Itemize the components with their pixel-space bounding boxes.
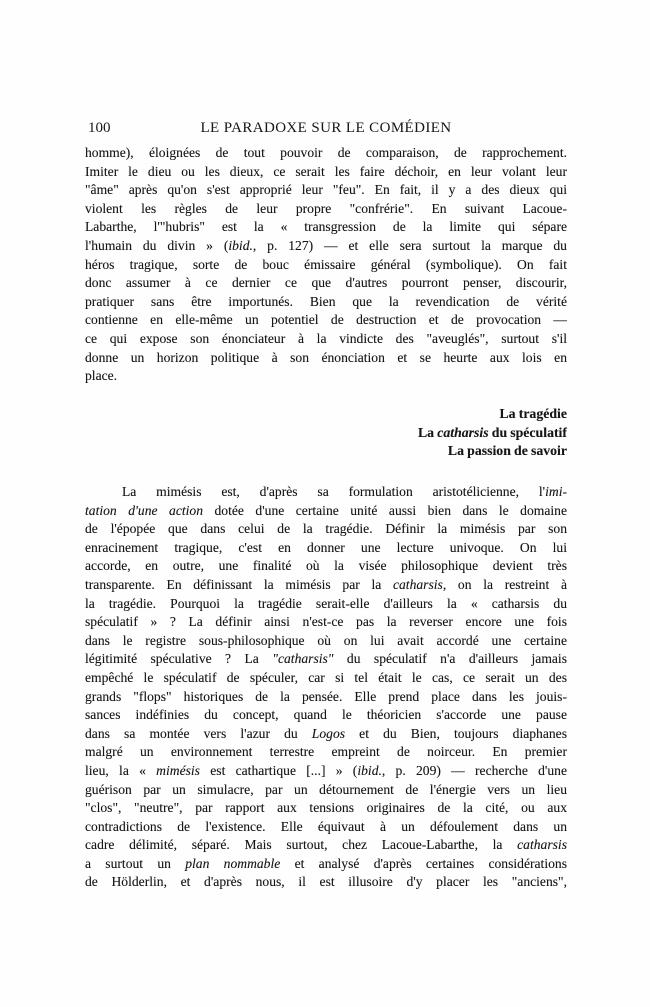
text-line [85,144,567,163]
text-run: pratiquer sans être importunés. Bien que la revendication de vérité [85,293,567,309]
text-run: ce qui expose son énonciateur à la vindicte des "aveuglés", surtout s'il [85,330,567,346]
italic-text-run: plan nommable [185,855,281,871]
text-run: et analysé d'après certaines considérations [280,855,567,871]
text-line [85,632,567,651]
text-run: dans le registre sous-philosophique où on lui avait accordé une certaine [85,632,567,648]
body-paragraph-1 [85,144,567,386]
text-run: dans sa montée vers l'azur du [85,725,312,741]
text-line [85,442,567,461]
text-run: "âme" après qu'on s'est approprié leur "feu". En fait, il y a des dieux qui [85,182,567,198]
text-line [85,256,567,275]
text-run: Labarthe, l'"hubris" est la « transgression de la limite qui sépare [85,219,567,235]
text-line [85,576,567,595]
text-run: a surtout un [85,855,186,871]
page-number: 100 [88,120,111,136]
text-line [85,818,567,837]
text-line [85,669,567,688]
text-run: est cathartique [...] » ( [199,762,358,778]
text-line [85,274,567,293]
text-run: "clos", "neutre", par rapport aux tensions originaires de la cité, ou aux [85,800,567,816]
text-line [85,405,567,424]
text-line [85,200,567,219]
text-line [85,181,567,200]
text-line [85,762,567,781]
text-run: du spéculatif n'a d'ailleurs jamais [333,651,567,667]
text-run: La [417,424,438,440]
text-line [85,311,567,330]
text-run: l'humain du divin » ( [85,237,229,253]
text-run: donc assumer à ce dernier ce que d'autres pourront penser, discourir, [85,275,567,291]
text-run: et du Bien, toujours diaphanes [345,725,567,741]
text-line [85,743,567,762]
text-run: , on la restreint à [442,576,567,592]
text-run: La mimésis est, d'après sa formulation aristotélicienne, l' [122,484,546,499]
text-run: guérison par un simulacre, par un détournement de l'énergie vers un lieu [85,781,567,797]
text-line [85,483,567,502]
text-run: légitimité spéculative ? La [85,651,273,667]
text-run: transparente. En définissant la mimésis par la [85,576,393,592]
body-paragraph-2 [85,483,567,892]
text-run: donne un horizon politique à son énonciation et se heurte aux lois en [85,349,567,365]
text-line [85,873,567,892]
text-line [85,836,567,855]
text-line [85,349,567,368]
text-line [85,781,567,800]
text-line [85,502,567,521]
text-run: dotée d'une certaine unité aussi bien dans le domaine [203,502,567,518]
text-line [85,706,567,725]
text-line [85,650,567,669]
text-line [85,688,567,707]
italic-text-run: catharsis [437,424,489,440]
text-line [85,218,567,237]
italic-text-run: "catharsis" [272,651,334,667]
text-run: de Hölderlin, et d'après nous, il est illusoire d'y placer les "anciens", [85,874,567,890]
text-run: Imiter le dieu ou les dieux, ce serait les faire déchoir, en leur volant leur [85,163,567,179]
text-run: La passion de savoir [447,443,567,459]
text-line [85,855,567,874]
text-run: du spéculatif [488,424,567,440]
text-run: cadre délimité, séparé. Mais surtout, chez Lacoue-Labarthe, la [85,837,518,853]
italic-text-run: ibid. [228,237,253,253]
text-run: de l'épopée que dans celui de la tragédie. Définir la mimésis par son [85,521,567,537]
italic-text-run: tation d'une action [85,502,203,518]
text-line [85,367,567,386]
text-line [85,539,567,558]
text-run: grands "flops" historiques de la pensée. Elle prend place dans les jouis- [85,688,567,704]
text-line [85,293,567,312]
text-run: contradictions de l'existence. Elle équivaut à un défoulement dans un [85,818,567,834]
text-line [85,237,567,256]
text-line [85,557,567,576]
page-header [85,119,567,138]
running-title: LE PARADOXE SUR LE COMÉDIEN [200,120,452,136]
italic-text-run: Logos [311,725,346,741]
italic-text-run: mimésis [156,762,200,778]
text-run: spéculatif » ? La définir ainsi n'est-ce pas la reverser encore une fois [85,614,567,630]
text-line [85,595,567,614]
text-line [85,330,567,349]
text-run: homme), éloignées de tout pouvoir de comparaison, de rapprochement. [85,145,567,160]
italic-text-run: catharsis [517,837,567,853]
text-run: héros tragique, sorte de bouc émissaire général (symbolique). On fait [85,256,567,272]
text-line [85,613,567,632]
italic-text-run: ibid. [357,762,382,778]
text-run: violent les règles de leur propre "confrérie". En suivant Lacoue- [85,200,567,216]
text-run: enracinement tragique, c'est en donner une lecture univoque. On lui [85,539,567,555]
text-run: place. [85,368,118,384]
text-run: empêché le spéculatif de spéculer, car si tel était le cas, ce serait un des [85,669,567,685]
text-line [85,163,567,182]
text-line [85,424,567,443]
text-run: sances indéfinies du concept, quand le théoricien s'accorde une pause [85,707,567,723]
text-run: , p. 209) — recherche d'une [381,762,567,778]
text-run: la tragédie. Pourquoi la tragédie serait-elle d'ailleurs la « catharsis du [85,595,567,611]
text-run: La tragédie [499,406,567,421]
text-run: lieu, la « [85,762,157,778]
section-headings [85,405,567,461]
text-line [85,799,567,818]
text-run: contienne en elle-même un potentiel de destruction et de provocation — [85,312,567,328]
italic-text-run: imi- [545,484,567,499]
text-line [85,520,567,539]
text-line [85,725,567,744]
text-run: accorde, en outre, une finalité où la visée philosophique devient très [85,558,567,574]
text-run: malgré un environnement terrestre empreint de noirceur. En premier [85,744,567,760]
text-run: , p. 127) — et elle sera surtout la marque du [252,237,567,253]
italic-text-run: catharsis [392,576,443,592]
